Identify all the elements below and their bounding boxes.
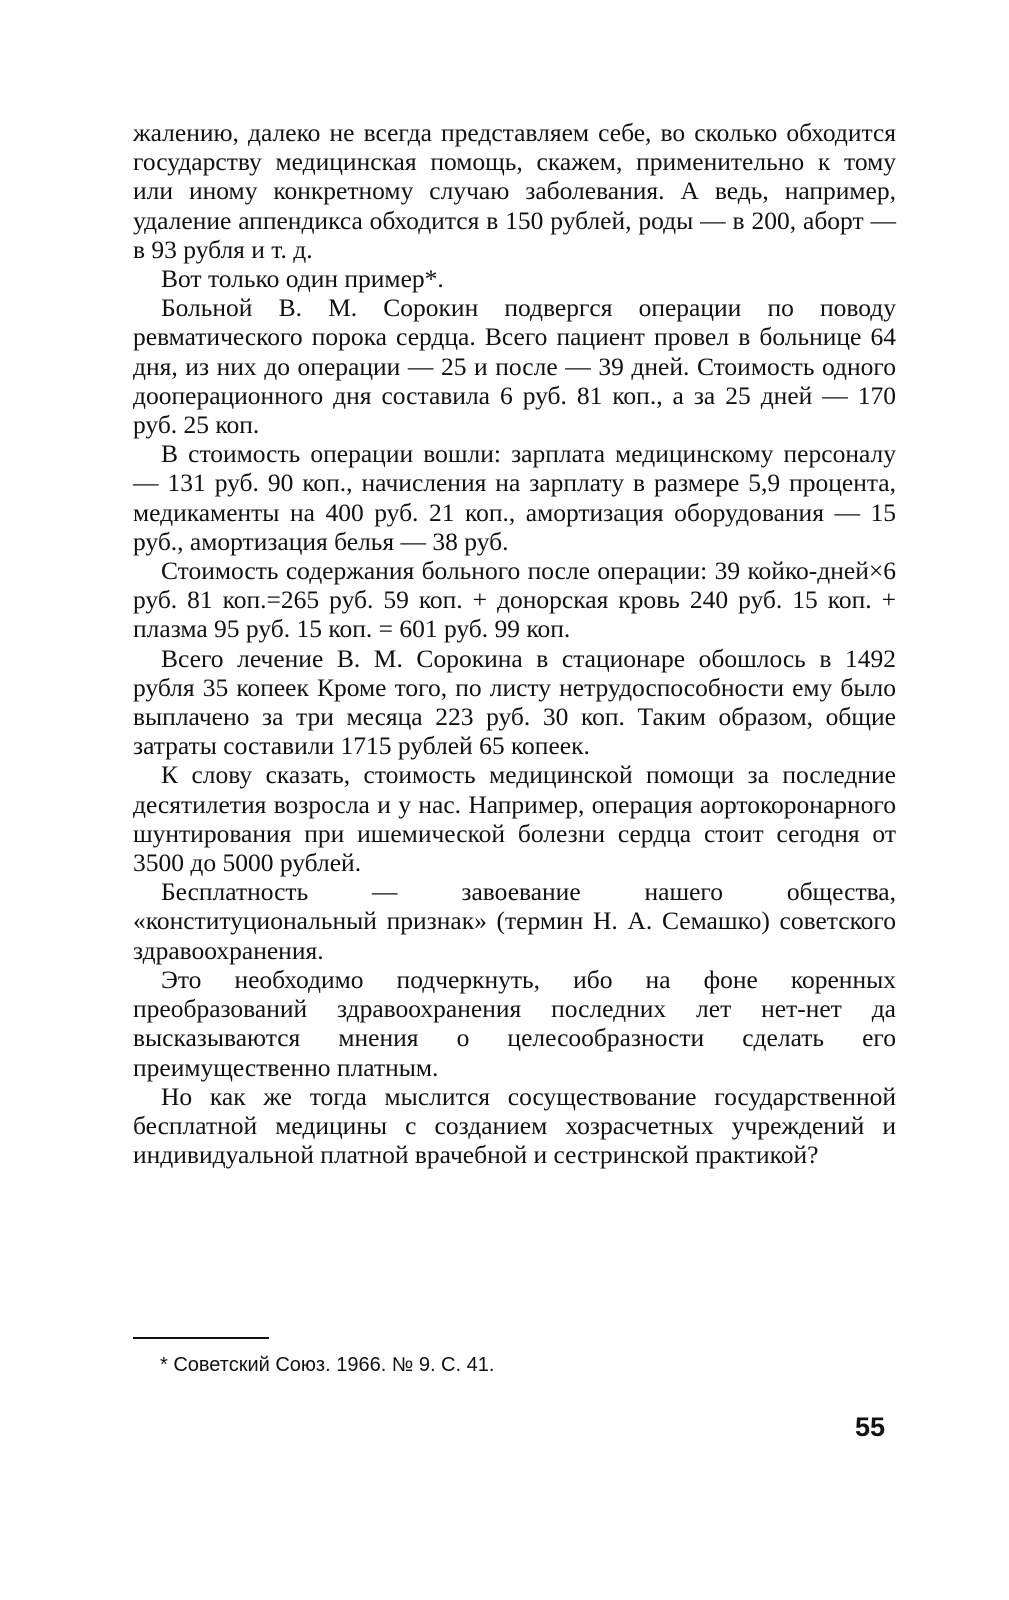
paragraph-4: В стоимость операции вошли: зарплата медицинскому персоналу — 131 руб. 90 коп., начисления на зарплату в размере 5,9 процента, медикаменты на 400 руб. 21 коп., амортизация оборудования — 15 руб., амортизация белья — 38 руб.	[133, 439, 896, 556]
paragraph-1: жалению, далеко не всегда представляем себе, во сколько обходится государству медицинская помощь, скажем, применительно к тому или иному конкретному случаю заболевания. А ведь, например, удаление аппендикса обходится в 150 рублей, роды — в 200, аборт — в 93 рубля и т. д.	[133, 118, 896, 264]
paragraph-2: Вот только один пример*.	[161, 264, 444, 294]
paragraph-10: Но как же тогда мыслится сосуществование государственной бесплатной медицины с созданием хозрасчетных учреждений и индивидуальной платной врачебной и сестринской практикой?	[133, 1081, 896, 1170]
footnote-divider	[133, 1337, 269, 1339]
paragraph-9: Это необходимо подчеркнуть, ибо на фоне коренных преобразований здравоохранения последних лет нет-нет да высказываются мнения о целесообразности сделать его преимущественно платным.	[133, 964, 896, 1082]
paragraph-3: Больной В. М. Сорокин подвергся операции по поводу ревматического порока сердца. Всего пациент провел в больнице 64 дня, из них до операции — 25 и после — 39 дней. Стоимость одного дооперационного дня составила 6 руб. 81 коп., а за 25 дней — 170 руб. 25 коп.	[133, 293, 896, 440]
page-body	[133, 118, 896, 1169]
paragraph-8: Бесплатность — завоевание нашего общества, «конституциональный признак» (термин Н. А. Семашко) советского здравоохранения.	[133, 877, 896, 965]
paragraph-6: Всего лечение В. М. Сорокина в стационаре обошлось в 1492 рубля 35 копеек Кроме того, по листу нетрудоспособности ему было выплачено за три месяца 223 руб. 30 коп. Таким образом, общие затраты составили 1715 рублей 65 копеек.	[133, 643, 896, 761]
paragraph-7: К слову сказать, стоимость медицинской помощи за последние десятилетия возросла и у нас. Например, операция аортокоронарного шунтирования при ишемической болезни сердца стоит сегодня от 3500 до 5000 рублей.	[133, 760, 896, 878]
paragraph-5: Стоимость содержания больного после операции: 39 койко-дней×6 руб. 81 коп.=265 руб. 59 коп. + донорская кровь 240 руб. 15 коп. + плазма 95 руб. 15 коп. = 601 руб. 99 коп.	[133, 556, 896, 644]
footnote: * Советский Союз. 1966. № 9. С. 41.	[160, 1354, 495, 1376]
page-number: 55	[855, 1412, 886, 1442]
